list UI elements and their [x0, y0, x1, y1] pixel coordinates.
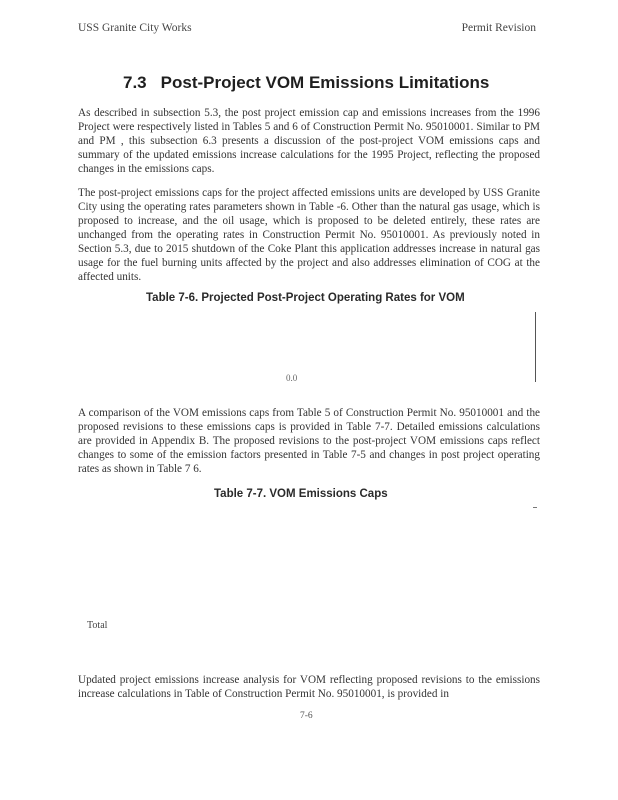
page-header-right: Permit Revision — [461, 22, 536, 34]
table-7-6-border-line — [535, 312, 536, 382]
section-heading — [123, 73, 489, 93]
section-title: Post-Project VOM Emissions Limitations — [160, 73, 490, 92]
table-7-6-caption: Table 7-6. Projected Post-Project Operating Rates for VOM — [146, 292, 465, 304]
table-7-7-caption: Table 7-7. VOM Emissions Caps — [214, 488, 388, 500]
table-7-7-total-label: Total — [87, 620, 108, 631]
page-header-left: USS Granite City Works — [78, 22, 192, 34]
page-number: 7-6 — [300, 711, 313, 721]
paragraph-operating-rates: The post-project emissions caps for the project affected emissions units are developed by USS Granite City using the operating rates parameters shown in Table -6. Other than the natural gas usage, which is proposed to increase, and the oil usage, which is proposed to be deleted entirely, these rates are unchanged from the operating rates in Construction Permit No. 95010001. As previously noted in Section 5.3, due to 2015 shutdown of the Coke Plant this application addresses increase in natural gas usage for the fuel burning units affected by the project and also addresses elimination of COG at the affected units. — [78, 187, 540, 283]
table-7-6-faint-text: 0.0 — [286, 373, 298, 383]
table-7-7-border-tick — [533, 507, 537, 508]
section-number: 7.3 — [123, 73, 147, 92]
paragraph-emissions-caps: A comparison of the VOM emissions caps from Table 5 of Construction Permit No. 95010001 and the proposed revisions to these emissions caps is provided in Table 7-7. Detailed emissions calculations are provided in Appendix B. The proposed revisions to the post-project VOM emissions caps reflect changes to some of the emission factors presented in Table 7-5 and changes in post project operating rates as shown in Table 7 6. — [78, 407, 540, 475]
paragraph-intro: As described in subsection 5.3, the post project emission cap and emissions increases from the 1996 Project were respectively listed in Tables 5 and 6 of Construction Permit No. 95010001. Similar to PM and PM , this subsection 6.3 presents a discussion of the post-project VOM emissions caps and summary of the updated emissions increase calculations for the 1995 Project, reflecting the proposed changes in the emissions caps. — [78, 107, 540, 175]
paragraph-emissions-increase: Updated project emissions increase analysis for VOM reflecting proposed revisions to the emissions increase calculations in Table of Construction Permit No. 95010001, is provided in — [78, 674, 540, 700]
